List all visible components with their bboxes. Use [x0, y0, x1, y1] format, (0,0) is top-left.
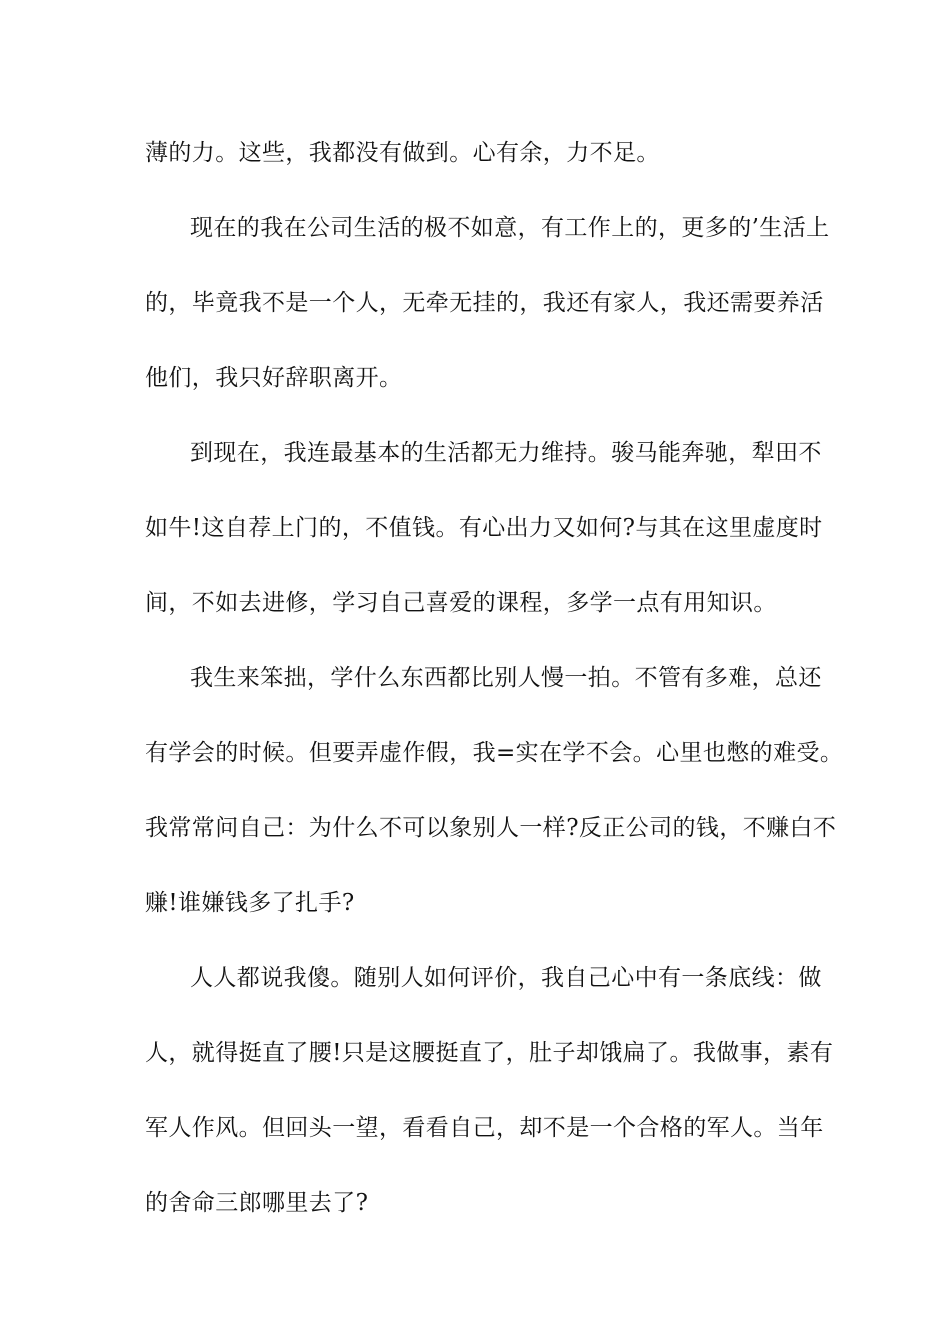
text-line: 有学会的时候。但要弄虚作假，我=实在学不会。心里也憋的难受。	[145, 740, 844, 766]
text-line: 赚!谁嫌钱多了扎手?	[145, 890, 355, 916]
text-line: 薄的力。这些，我都没有做到。心有余，力不足。	[145, 140, 660, 166]
text-line: 军人作风。但回头一望，看看自己，却不是一个合格的军人。当年	[145, 1115, 824, 1141]
text-line: 间，不如去进修，学习自己喜爱的课程，多学一点有用知识。	[145, 590, 777, 616]
text-line: 他们，我只好辞职离开。	[145, 365, 403, 391]
text-line: 人，就得挺直了腰!只是这腰挺直了，肚子却饿扁了。我做事，素有	[145, 1040, 834, 1066]
paragraph-first-line: 人人都说我傻。随别人如何评价，我自己心中有一条底线：做	[190, 965, 822, 991]
paragraph-first-line: 到现在，我连最基本的生活都无力维持。骏马能奔驰，犁田不	[190, 440, 822, 466]
text-line: 的舍命三郎哪里去了?	[145, 1190, 369, 1216]
text-line: 我常常问自己：为什么不可以象别人一样?反正公司的钱，不赚白不	[145, 815, 837, 841]
paragraph-first-line: 我生来笨拙，学什么东西都比别人慢一拍。不管有多难，总还	[190, 665, 822, 691]
text-line: 如牛!这自荐上门的，不值钱。有心出力又如何?与其在这里虚度时	[145, 515, 823, 541]
text-line: 的，毕竟我不是一个人，无牵无挂的，我还有家人，我还需要养活	[145, 290, 824, 316]
paragraph-first-line: 现在的我在公司生活的极不如意，有工作上的，更多的’生活上	[190, 215, 830, 241]
